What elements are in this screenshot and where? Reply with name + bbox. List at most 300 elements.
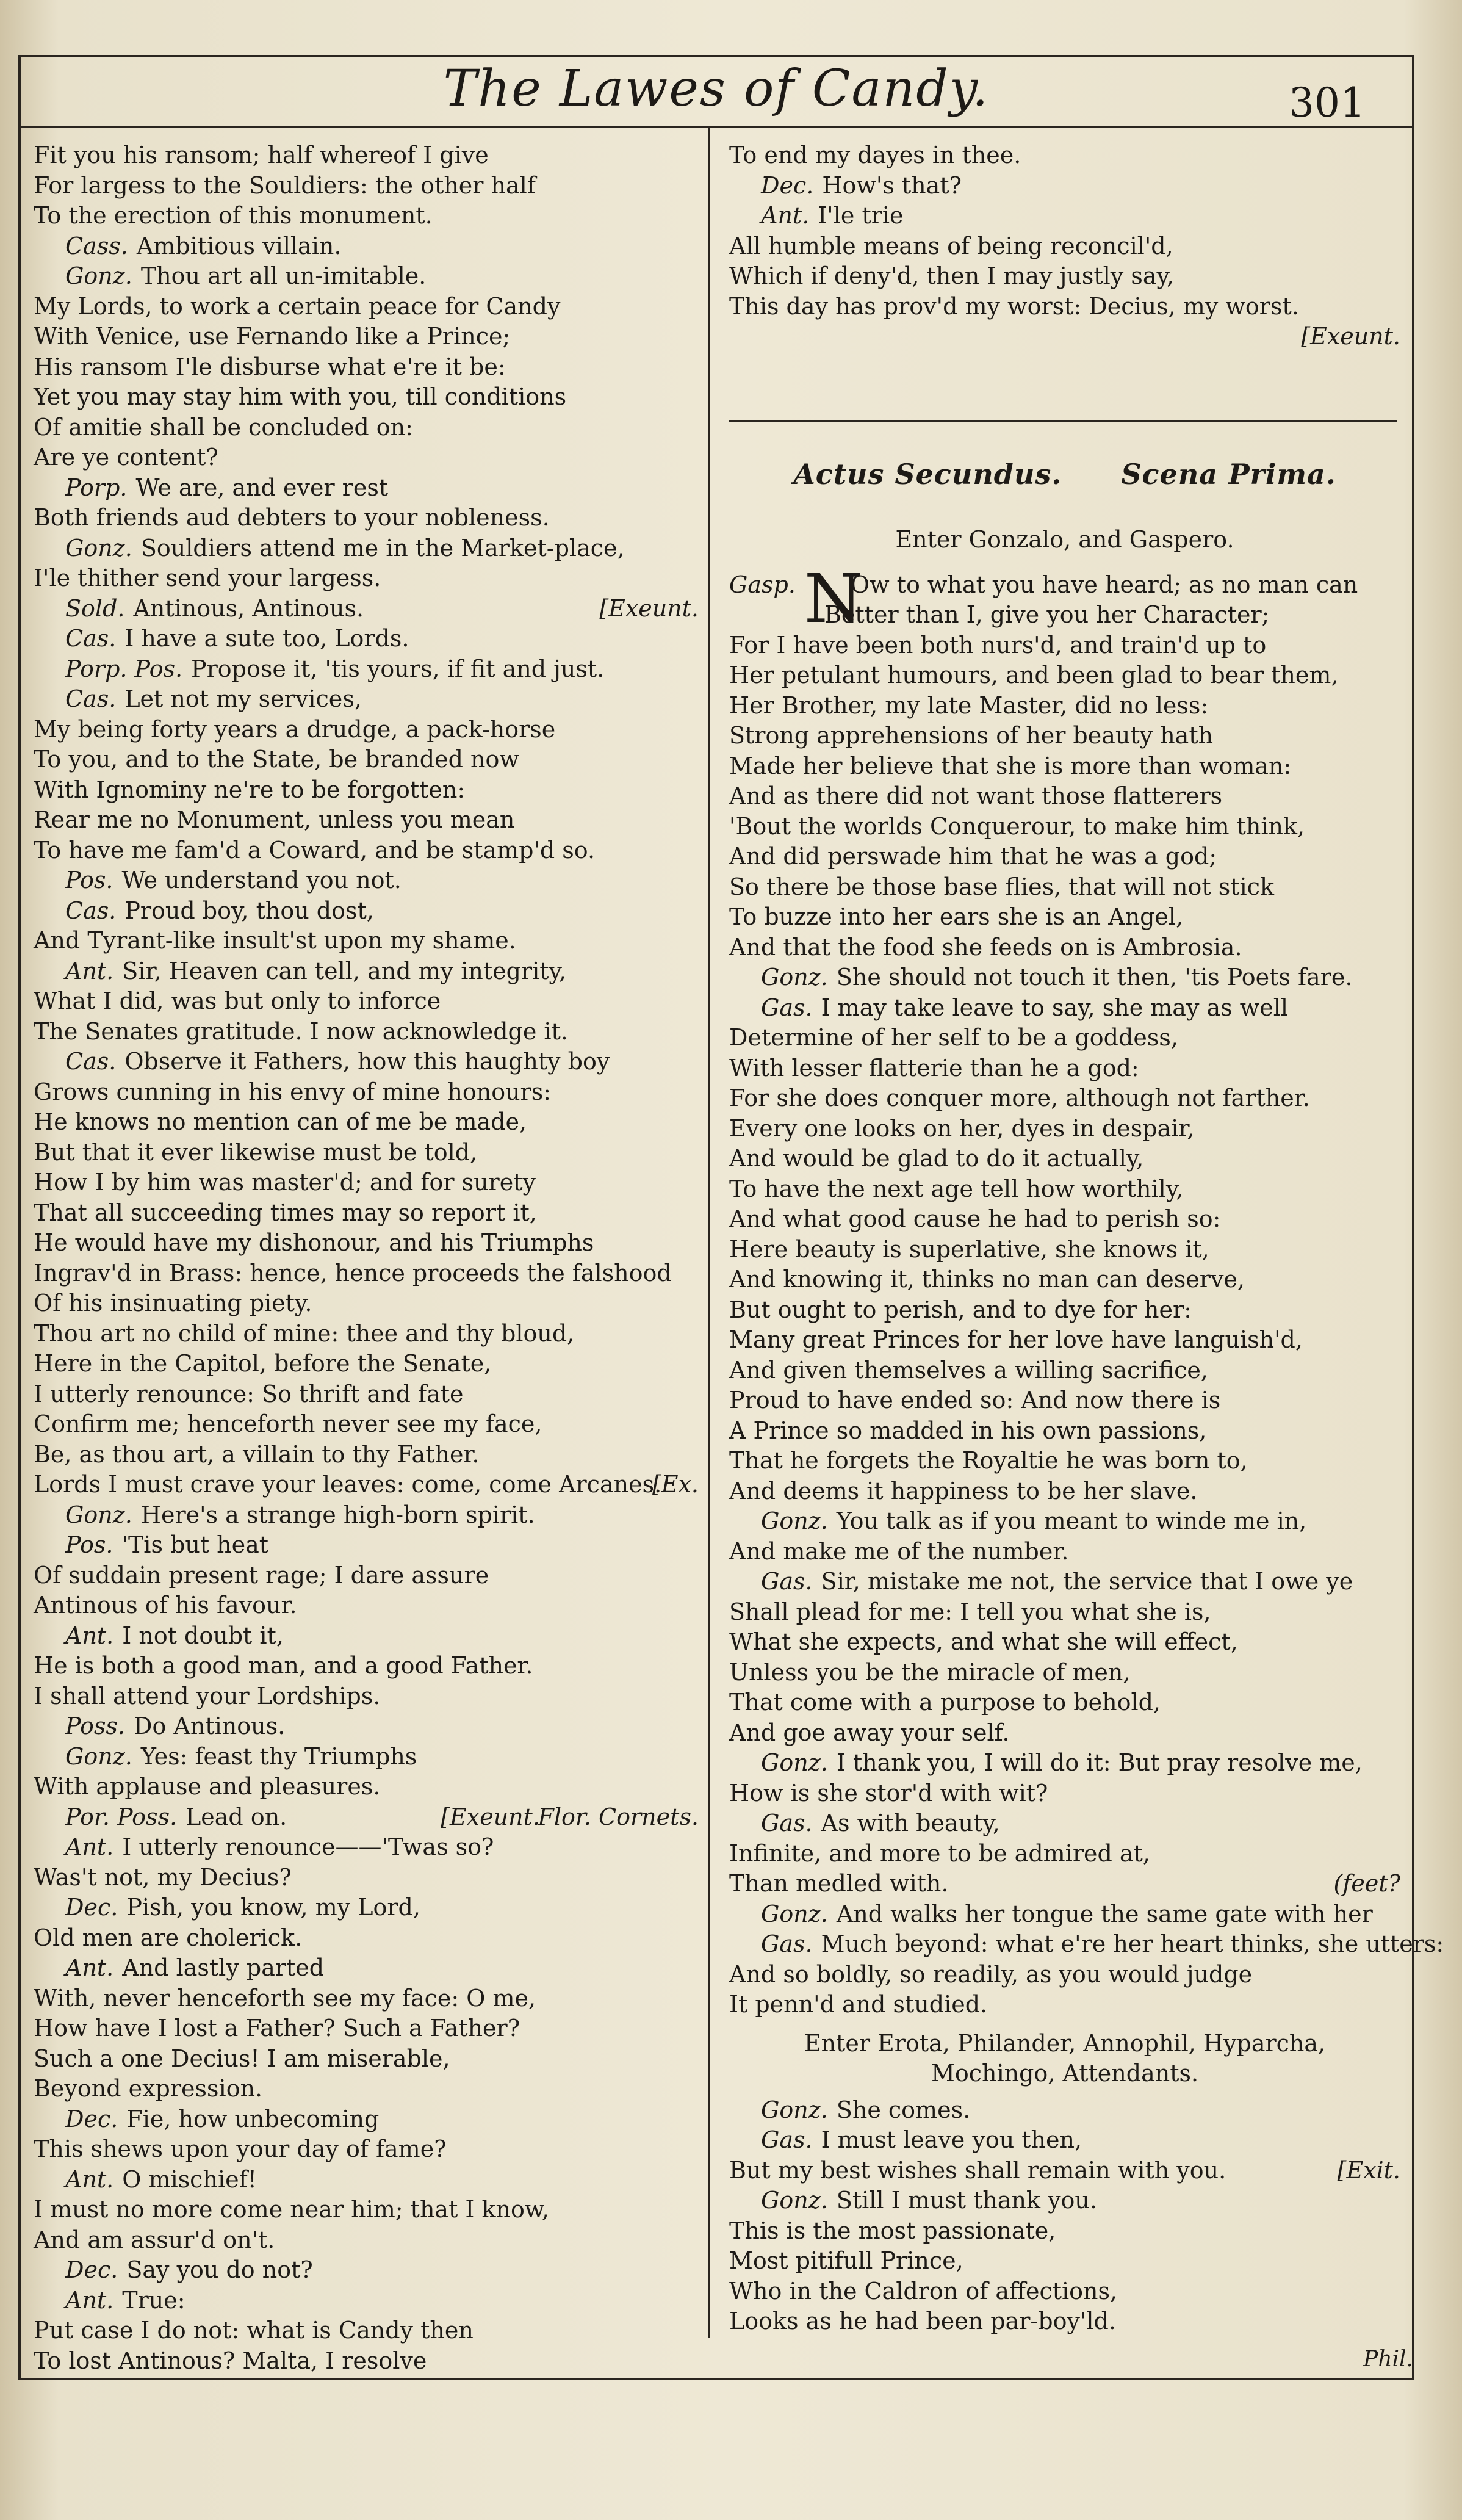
text-line [34, 1017, 699, 1047]
text-line [34, 1561, 699, 1591]
line-text: And lastly parted [122, 1954, 325, 1981]
text-line [729, 1537, 1400, 1567]
stage-direction-right: [Exit. [1337, 2156, 1400, 2184]
text-line [729, 1083, 1400, 1114]
text-line [729, 1023, 1400, 1053]
speaker-label: Gonz. [761, 1749, 828, 1776]
line-text: 'Tis but heat [121, 1531, 269, 1558]
line-text: Much beyond: what e're her heart thinks, she utters: [821, 1930, 1444, 1957]
line-text: But my best wishes shall remain with you. [729, 2156, 1226, 2184]
line-text: To end my dayes in thee. [729, 142, 1021, 168]
text-line [34, 140, 699, 171]
speaker-label: Gasp. [729, 571, 796, 598]
line-text: And what good cause he had to perish so: [729, 1205, 1221, 1232]
line-text: I thank you, I will do it: But pray resolve me, [836, 1749, 1363, 1776]
line-text: Looks as he had been par-boy'ld. [729, 2308, 1116, 2334]
text-line [729, 630, 1400, 661]
stage-direction-right: [Ex. [652, 1471, 699, 1498]
line-text: Propose it, 'tis yours, if fit and just. [191, 655, 605, 682]
line-text: We understand you not. [121, 867, 402, 894]
line-text: Here beauty is superlative, she knows it, [729, 1235, 1209, 1263]
line-text: What I did, was but only to inforce [34, 987, 441, 1014]
text-line [729, 1748, 1400, 1778]
text-line [34, 1802, 699, 1833]
text-line [34, 503, 699, 533]
text-line [34, 1681, 699, 1712]
line-text: It penn'd and studied. [729, 1991, 988, 2018]
line-text: Sir, Heaven can tell, and my integrity, [122, 957, 567, 984]
speaker-label: Cas. [65, 685, 117, 712]
text-line [34, 624, 699, 654]
line-text: Antinous of his favour. [34, 1592, 297, 1619]
speaker-label: Ant. [65, 2165, 114, 2193]
line-text: A Prince so madded in his own passions, [729, 1417, 1207, 1444]
line-text: Ambitious villain. [136, 232, 342, 259]
speaker-label: Dec. [65, 2256, 118, 2283]
text-line [34, 2074, 699, 2104]
text-line [729, 993, 1400, 1024]
line-text: Shall plead for me: I tell you what she is, [729, 1598, 1211, 1625]
stage-direction-entrance: Enter Gonzalo, and Gaspero. [895, 526, 1234, 553]
text-line [34, 2165, 699, 2195]
line-text: With Venice, use Fernando like a Prince; [34, 323, 511, 350]
text-line [34, 1319, 699, 1349]
line-text: O mischief! [122, 2165, 257, 2193]
speaker-label: Pos. [65, 867, 113, 894]
line-text: To you, and to the State, be branded now [34, 746, 519, 773]
line-text: But ought to perish, and to dye for her: [729, 1296, 1192, 1323]
stage-direction-entrance-2b: Mochingo, Attendants. [931, 2060, 1199, 2087]
line-text: Old men are cholerick. [34, 1924, 303, 1951]
speaker-label: Ant. [65, 1833, 114, 1860]
speaker-label: Ant. [65, 957, 114, 984]
text-line [34, 292, 699, 322]
speaker-label: Gonz. [65, 534, 132, 561]
text-line [34, 2286, 699, 2316]
text-line [729, 872, 1400, 903]
text-line [34, 1077, 699, 1108]
line-text: This shews upon your day of fame? [34, 2136, 447, 2162]
text-line [729, 261, 1400, 292]
text-line [34, 2013, 699, 2044]
speaker-label: Gonz. [65, 1501, 132, 1528]
line-text: How I by him was master'd; and for surety [34, 1169, 536, 1196]
text-line [34, 413, 699, 443]
text-line [34, 171, 699, 201]
line-text: Grows cunning in his envy of mine honours: [34, 1078, 552, 1105]
line-text: Thou art no child of mine: thee and thy bloud, [34, 1320, 575, 1347]
text-line [34, 231, 699, 262]
act-divider-rule [729, 420, 1397, 422]
line-text: Beyond expression. [34, 2075, 263, 2102]
act-label: Actus Secundus. [793, 458, 1062, 491]
text-line [34, 1288, 699, 1319]
text-line [34, 1711, 699, 1742]
line-text: How have I lost a Father? Such a Father? [34, 2015, 520, 2042]
line-text: How is she stor'd with wit? [729, 1779, 1048, 1807]
line-text: To lost Antinous? Malta, I resolve [34, 2347, 427, 2374]
speaker-label: Gonz. [65, 1742, 132, 1770]
speaker-label: Gas. [761, 1930, 813, 1957]
speaker-label: Por. Poss. [65, 1803, 178, 1830]
catchword: Phil. [1363, 2347, 1413, 2372]
text-line [729, 1718, 1400, 1749]
text-line [34, 986, 699, 1017]
text-line [729, 660, 1400, 691]
text-line [34, 1621, 699, 1652]
text-line [34, 1440, 699, 1470]
text-line [729, 1990, 1400, 2020]
line-text: Here's a strange high-born spirit. [140, 1501, 535, 1528]
line-text: And would be glad to do it actually, [729, 1145, 1144, 1172]
line-text: Of amitie shall be concluded on: [34, 413, 413, 441]
text-line [34, 715, 699, 745]
text-line [34, 1349, 699, 1379]
text-line [729, 2095, 1400, 2126]
line-text: He knows no mention can of me be made, [34, 1108, 527, 1135]
line-text: I'le thither send your largess. [34, 565, 381, 591]
text-line [729, 1144, 1400, 1174]
speaker-label: Dec. [761, 171, 814, 199]
line-text: So there be those base flies, that will not stick [729, 873, 1274, 900]
text-line [34, 1893, 699, 1923]
speaker-label: Ant. [65, 1622, 114, 1649]
text-line [34, 1138, 699, 1168]
text-line [729, 1899, 1400, 1930]
line-text: With, never henceforth see my face: O me, [34, 1984, 536, 2012]
text-line [729, 171, 1400, 201]
text-line [34, 1651, 699, 1681]
text-line [34, 1107, 699, 1138]
line-text: Say you do not? [126, 2256, 313, 2283]
text-line [34, 1953, 699, 1984]
text-line [729, 1929, 1444, 1960]
text-line [729, 1839, 1400, 1869]
text-line [34, 2195, 699, 2225]
line-text: Put case I do not: what is Candy then [34, 2317, 474, 2344]
line-text: Here in the Capitol, before the Senate, [34, 1350, 492, 1377]
text-line [34, 775, 699, 806]
speaker-label: Porp. Pos. [65, 655, 183, 682]
text-line [34, 1772, 699, 1802]
line-text: For she does conquer more, although not farther. [729, 1085, 1310, 1111]
text-line [729, 1476, 1400, 1507]
speaker-label: Cass. [65, 232, 128, 259]
speaker-label: Pos. [65, 1531, 113, 1558]
text-line [729, 2276, 1400, 2307]
line-text: I have a sute too, Lords. [124, 625, 409, 652]
text-line [729, 1778, 1400, 1809]
line-text: As with beauty, [821, 1810, 1000, 1836]
line-text: Thou art all un-imitable. [140, 262, 427, 289]
speaker-label: Dec. [65, 1894, 118, 1921]
line-text: Determine of her self to be a goddess, [729, 1024, 1178, 1051]
dialogue-block-end [729, 2095, 1400, 2337]
text-line [729, 1960, 1400, 1990]
line-text: And so boldly, so readily, as you would judge [729, 1960, 1253, 1988]
stage-direction-entrance-2a: Enter Erota, Philander, Annophil, Hyparcha, [804, 2029, 1326, 2057]
text-line [34, 382, 699, 413]
text-line [34, 836, 699, 866]
text-line [729, 1295, 1400, 1326]
page-header [18, 55, 1414, 128]
line-text: I utterly renounce: So thrift and fate [34, 1380, 464, 1407]
text-line [729, 1204, 1400, 1235]
text-line [729, 1567, 1400, 1597]
line-text: Fie, how unbecoming [126, 2105, 380, 2132]
scene-label: Scena Prima. [1121, 458, 1336, 491]
text-line [729, 751, 1400, 782]
text-line [34, 1228, 699, 1258]
line-text: Fit you his ransom; half whereof I give [34, 142, 489, 168]
speaker-label: Poss. [65, 1713, 125, 1739]
speaker-label: Porp. [65, 474, 128, 501]
line-text: My being forty years a drudge, a pack-horse [34, 715, 556, 743]
left-column [34, 140, 699, 2376]
line-text: Ow to what you have heard; as no man can [850, 571, 1358, 598]
text-line [34, 2316, 699, 2346]
line-text: And deems it happiness to be her slave. [729, 1477, 1198, 1504]
line-text: Unless you be the miracle of men, [729, 1658, 1131, 1686]
text-line [729, 1627, 1400, 1658]
line-text: I must no more come near him; that I know, [34, 2196, 549, 2223]
text-line [34, 2346, 699, 2377]
text-line [729, 2216, 1400, 2247]
line-text: Her petulant humours, and been glad to bear them, [729, 662, 1339, 688]
text-line [34, 2134, 699, 2165]
line-text: Antinous, Antinous. [133, 594, 364, 622]
line-text: Souldiers attend me in the Market-place, [140, 534, 625, 561]
line-text: I must leave you then, [821, 2126, 1082, 2153]
line-text: To have the next age tell how worthily, [729, 1175, 1184, 1202]
text-line [34, 1379, 699, 1410]
line-text: For I have been both nurs'd, and train'd up to [729, 631, 1267, 659]
line-text: Yes: feast thy Triumphs [140, 1742, 417, 1770]
line-text: Proud boy, thou dost, [124, 897, 374, 924]
text-line [34, 352, 699, 383]
speaker-label: Dec. [65, 2105, 118, 2132]
line-text: Yet you may stay him with you, till conditions [34, 383, 567, 410]
act-heading [729, 458, 1400, 491]
line-text: This is the most passionate, [729, 2217, 1056, 2244]
stage-direction-right: [Exeunt. [599, 594, 699, 622]
text-line [34, 2255, 699, 2286]
line-text: Pish, you know, my Lord, [126, 1894, 420, 1921]
line-text: With lesser flatterie than he a god: [729, 1054, 1139, 1081]
text-line [34, 684, 699, 715]
running-title: The Lawes of Candy. [443, 60, 990, 118]
text-line [34, 1409, 699, 1440]
text-line [34, 1168, 699, 1198]
line-text: And that the food she feeds on is Ambrosia. [729, 933, 1242, 961]
text-line [729, 1356, 1400, 1386]
line-text: Many great Princes for her love have languish'd, [729, 1326, 1303, 1353]
text-line [729, 1385, 1400, 1416]
text-line [729, 292, 1400, 322]
line-text: Still I must thank you. [836, 2187, 1097, 2214]
line-text: Are ye content? [34, 444, 218, 471]
line-text: This day has prov'd my worst: Decius, my worst. [729, 292, 1299, 320]
text-line [34, 2044, 699, 2074]
text-line [34, 1500, 699, 1531]
text-line [34, 896, 699, 926]
text-line [34, 1923, 699, 1954]
line-text: The Senates gratitude. I now acknowledge it. [34, 1017, 568, 1045]
text-line [729, 140, 1400, 171]
text-line [34, 1470, 699, 1500]
line-text: Proud to have ended so: And now there is [729, 1387, 1221, 1413]
line-text: Ingrav'd in Brass: hence, hence proceeds the falshood [34, 1259, 672, 1287]
text-line [729, 933, 1400, 963]
right-column-top [729, 140, 1400, 352]
speaker-label: Cas. [65, 1048, 117, 1075]
text-line [34, 1047, 699, 1077]
text-line [34, 865, 699, 896]
text-line [729, 1053, 1400, 1084]
speaker-label: Ant. [65, 1954, 114, 1981]
speaker-label: Gas. [761, 1568, 813, 1595]
line-text: Of suddain present rage; I dare assure [34, 1561, 489, 1589]
text-line [34, 594, 699, 624]
line-text: And knowing it, thinks no man can deserve, [729, 1266, 1245, 1293]
line-text: And am assur'd on't. [34, 2226, 275, 2253]
text-line [729, 2186, 1400, 2216]
speaker-label: Ant. [761, 202, 810, 229]
line-text: Who in the Caldron of affections, [729, 2277, 1118, 2305]
speaker-label: Cas. [65, 625, 117, 652]
line-text: She comes. [836, 2096, 971, 2123]
line-text: His ransom I'le disburse what e're it be: [34, 353, 506, 380]
dialogue-block [729, 559, 1444, 2020]
line-text: He would have my dishonour, and his Triumphs [34, 1229, 594, 1256]
line-text: He is both a good man, and a good Father. [34, 1652, 533, 1679]
stage-direction-right: (feet? [1333, 1870, 1400, 1897]
line-text: Than medled with. [729, 1870, 949, 1897]
text-line [34, 1863, 699, 1893]
line-text: That all succeeding times may so report it, [34, 1199, 537, 1226]
text-line [729, 1114, 1400, 1144]
line-text: Observe it Fathers, how this haughty boy [124, 1048, 610, 1075]
line-text: Strong apprehensions of her beauty hath [729, 722, 1214, 749]
text-line [729, 842, 1400, 872]
speaker-label: Sold. [65, 594, 125, 622]
line-text: And goe away your self. [729, 1719, 1010, 1746]
line-text: That he forgets the Royaltie he was born to, [729, 1447, 1248, 1474]
text-line [34, 745, 699, 775]
line-text: Do Antinous. [134, 1713, 286, 1739]
text-line [729, 1506, 1400, 1537]
line-text: And did perswade him that he was a god; [729, 843, 1217, 870]
line-text: To buzze into her ears she is an Angel, [729, 903, 1184, 930]
text-line [729, 691, 1400, 721]
line-text: All humble means of being reconcil'd, [729, 232, 1173, 259]
text-line [729, 812, 1400, 842]
line-text: To the erection of this monument. [34, 202, 433, 229]
page-number: 301 [1289, 79, 1366, 126]
speaker-label: Cas. [65, 897, 117, 924]
line-text: Both friends aud debters to your nobleness. [34, 504, 550, 531]
line-text: Let not my services, [124, 685, 362, 712]
text-line [34, 805, 699, 836]
line-text: Rear me no Monument, unless you mean [34, 806, 515, 833]
line-text: Every one looks on her, dyes in despair, [729, 1114, 1195, 1142]
line-text: To have me fam'd a Coward, and be stamp'd so. [34, 836, 596, 864]
line-text: Lead on. [185, 1803, 287, 1830]
stage-direction-right: Flor. Cornets. [538, 1803, 699, 1830]
text-line [729, 1235, 1400, 1265]
text-line [729, 231, 1400, 262]
text-line [729, 1416, 1400, 1446]
stage-direction-exit: [Exeunt. [441, 1803, 540, 1830]
line-text: Infinite, and more to be admired at, [729, 1839, 1150, 1867]
line-text: I utterly renounce——'Twas so? [122, 1833, 494, 1860]
line-text: Be, as thou art, a villain to thy Father. [34, 1440, 480, 1468]
speaker-label: Gonz. [65, 262, 132, 289]
text-line [729, 322, 1400, 352]
text-line [34, 201, 699, 231]
text-line [34, 1198, 699, 1229]
text-line [34, 1590, 699, 1621]
text-line [729, 2156, 1400, 2186]
text-line [34, 1984, 699, 2014]
speaker-label: Gonz. [761, 1900, 828, 1927]
text-line [729, 1688, 1400, 1718]
speaker-label: Gas. [761, 2126, 813, 2153]
line-text: 'Bout the worlds Conquerour, to make him think, [729, 812, 1305, 840]
speaker-label: Gonz. [761, 964, 828, 991]
line-text: Lords I must crave your leaves: come, come Arcanes. [34, 1471, 662, 1498]
line-text: Made her believe that she is more than woman: [729, 752, 1292, 779]
text-line [729, 1808, 1400, 1839]
line-text: With applause and pleasures. [34, 1773, 381, 1800]
column-divider [708, 128, 710, 2338]
line-text: And make me of the number. [729, 1537, 1069, 1565]
text-line [34, 1832, 699, 1863]
line-text: And given themselves a willing sacrifice, [729, 1356, 1208, 1384]
speaker-label: Gas. [761, 1810, 813, 1836]
line-text: That come with a purpose to behold, [729, 1689, 1161, 1716]
text-line [729, 1869, 1400, 1899]
text-line [729, 600, 1400, 630]
text-line [729, 1325, 1400, 1356]
text-line [34, 926, 699, 956]
text-line [729, 1174, 1400, 1205]
text-line [729, 1265, 1400, 1295]
line-text: But that it ever likewise must be told, [34, 1138, 478, 1166]
speaker-label: Gonz. [761, 2187, 828, 2214]
line-text: Her Brother, my late Master, did no less: [729, 691, 1209, 719]
line-text: Such a one Decius! I am miserable, [34, 2045, 450, 2072]
text-line [34, 2225, 699, 2256]
line-text: I shall attend your Lordships. [34, 1682, 381, 1709]
text-line [34, 563, 699, 594]
line-text: With Ignominy ne're to be forgotten: [34, 776, 466, 803]
text-line [34, 533, 699, 564]
text-line [34, 442, 699, 473]
line-text: And walks her tongue the same gate with her [836, 1900, 1373, 1927]
line-text: Which if deny'd, then I may justly say, [729, 262, 1174, 289]
right-column-main [729, 525, 1444, 2337]
text-line [729, 201, 1400, 231]
text-line [34, 2104, 699, 2135]
text-line [34, 1742, 699, 1772]
text-line [34, 1530, 699, 1561]
stage-direction-right: [Exeunt. [1301, 323, 1400, 350]
line-text: Better than I, give you her Character; [824, 601, 1270, 628]
line-text: We are, and ever rest [135, 474, 389, 501]
line-text: Was't not, my Decius? [34, 1863, 292, 1891]
line-text: How's that? [822, 171, 962, 199]
